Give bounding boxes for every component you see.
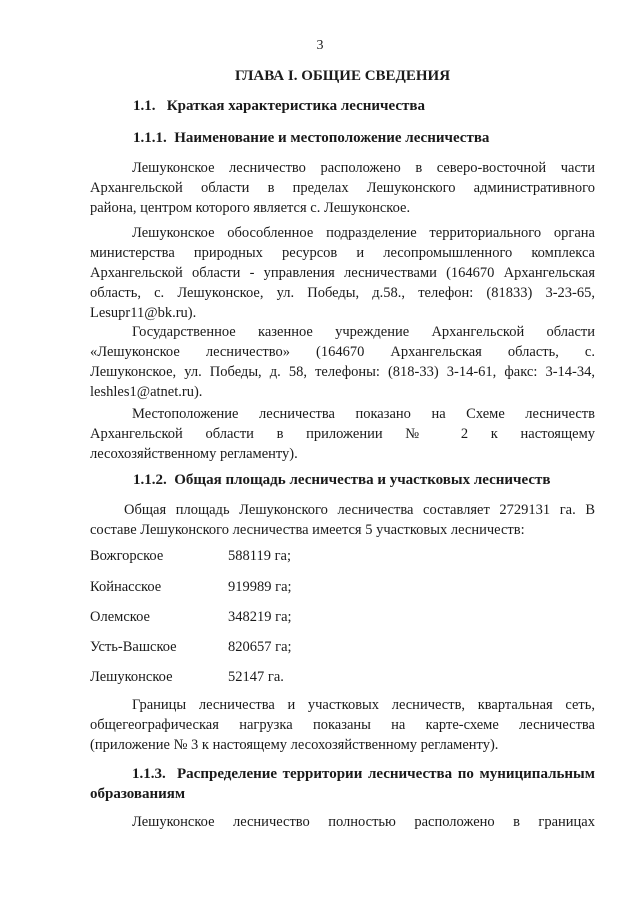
heading-line: образованиям: [90, 786, 186, 802]
paragraph-line: область, с. Лешуконское, ул. Победы, д.58., телефон: (81833) 3-23-65,: [90, 285, 595, 301]
paragraph-line: leshles1@atnet.ru).: [90, 384, 203, 400]
paragraph-line: Лешуконское, ул. Победы, д. 58, телефоны: (818-33) 3-14-61, факс: 3-14-34,: [90, 364, 595, 380]
paragraph-line: «Лешуконское лесничество» (164670 Архангельская область, с.: [90, 344, 595, 360]
forestry-list-item: [90, 637, 292, 657]
section-heading-1-1-1: 1.1.1. Наименование и местоположение лесничества: [133, 130, 490, 146]
forestry-area: 348219 га;: [228, 609, 292, 625]
forestry-name: Усть-Вашское: [90, 639, 177, 655]
paragraph-scheme-reference: [90, 404, 595, 464]
paragraph-line: Местоположение лесничества показано на Схеме лесничеств: [132, 406, 595, 422]
forestry-area: 588119 га;: [228, 548, 291, 564]
paragraph-line: общегеографическая нагрузка показаны на карте-схеме лесничества: [90, 717, 595, 733]
chapter-title: ГЛАВА I. ОБЩИЕ СВЕДЕНИЯ: [234, 68, 451, 84]
paragraph-boundaries: [90, 695, 595, 755]
section-heading-1-1-2: 1.1.2. Общая площадь лесничества и участковых лесничеств: [133, 472, 551, 488]
paragraph-line: Лешуконское лесничество расположено в северо-восточной части: [132, 160, 595, 176]
paragraph-line: Лешуконское лесничество полностью расположено в границах: [132, 814, 595, 830]
forestry-name: Вожгорское: [90, 548, 164, 564]
paragraph-line: составе Лешуконского лесничества имеется 5 участковых лесничеств:: [90, 522, 525, 538]
forestry-list-item: [90, 546, 291, 566]
forestry-area: 919989 га;: [228, 579, 292, 595]
paragraph-line: Архангельской области в пределах Лешуконского административного: [90, 180, 595, 196]
forestry-area: 820657 га;: [228, 639, 292, 655]
paragraph-line: Общая площадь Лешуконского лесничества составляет 2729131 га. В: [124, 502, 595, 518]
paragraph-line: Архангельской области в приложении № 2 к настоящему: [90, 426, 595, 442]
forestry-list-item: [90, 607, 292, 627]
paragraph-territorial-body: [90, 223, 595, 323]
paragraph-line: лесохозяйственному регламенту).: [90, 446, 298, 462]
paragraph-line: Государственное казенное учреждение Архангельской области: [132, 324, 595, 340]
forestry-list-item: [90, 667, 284, 687]
section-heading-1-1: 1.1. Краткая характеристика лесничества: [133, 98, 425, 114]
paragraph-line: министерства природных ресурсов и лесопромышленного комплекса: [90, 245, 595, 261]
paragraph-line: (приложение № 3 к настоящему лесохозяйственному регламенту).: [90, 737, 499, 753]
paragraph-line: Архангельской области - управления лесничествами (164670 Архангельская: [90, 265, 595, 281]
paragraph-line: Лешуконское обособленное подразделение территориального органа: [132, 225, 595, 241]
page-number: 3: [316, 38, 324, 53]
forestry-name: Лешуконское: [90, 669, 173, 685]
paragraph-location: [90, 158, 595, 218]
forestry-name: Олемское: [90, 609, 150, 625]
paragraph-state-institution: [90, 322, 595, 402]
forestry-area: 52147 га.: [228, 669, 284, 685]
heading-line: 1.1.3. Распределение территории лесничества по муниципальным: [132, 766, 595, 782]
paragraph-line: района, центром которого является с. Лешуконское.: [90, 200, 411, 216]
paragraph-total-area: [90, 500, 595, 540]
paragraph-line: Lesupr11@bk.ru).: [90, 305, 197, 321]
paragraph-municipal: [90, 812, 595, 832]
forestry-name: Койнасское: [90, 579, 162, 595]
section-heading-1-1-3: [90, 764, 595, 804]
paragraph-line: Границы лесничества и участковых лесничеств, квартальная сеть,: [132, 697, 595, 713]
forestry-list-item: [90, 577, 292, 597]
